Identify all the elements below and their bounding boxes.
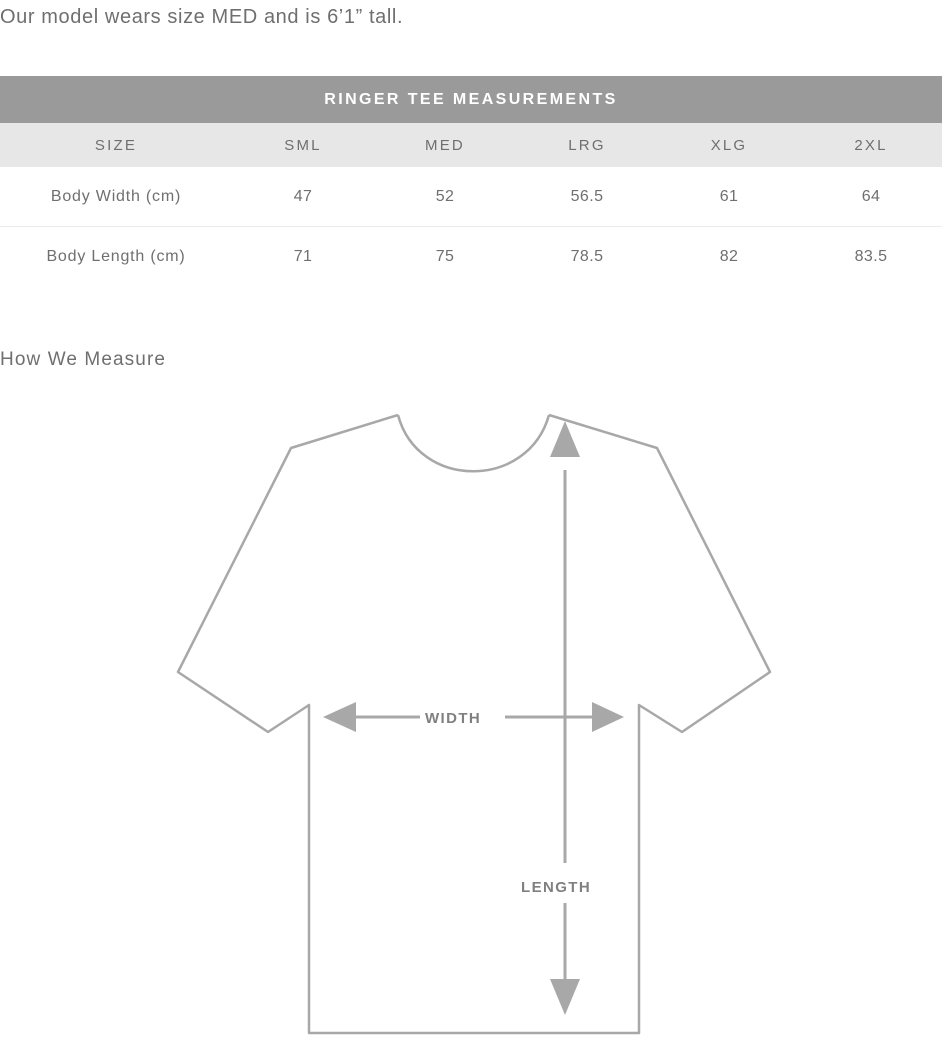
model-size-note: Our model wears size MED and is 6’1” tall. — [0, 6, 404, 28]
cell-body-width-sml: 47 — [293, 188, 313, 205]
table-header-med: MED — [374, 123, 516, 167]
cell-body-length-2xl: 83.5 — [800, 227, 942, 287]
how-we-measure-title: How We Measure — [0, 349, 167, 370]
cell-body-width-xlg: 61 — [719, 188, 739, 205]
table-header-size: SIZE — [0, 123, 232, 167]
table-header-lrg: LRG — [516, 123, 658, 167]
cell-body-width-lrg: 56.5 — [570, 188, 604, 205]
table-row — [0, 167, 942, 227]
measurements-table — [0, 76, 942, 286]
table-caption: RINGER TEE MEASUREMENTS — [0, 76, 942, 123]
cell-body-length-med: 75 — [374, 227, 516, 287]
row-label-body-width: Body Width (cm) — [50, 188, 182, 205]
cell-body-length-sml: 71 — [232, 227, 374, 287]
table-body — [0, 167, 942, 286]
table-header-xlg: XLG — [658, 123, 800, 167]
table-header-row — [0, 123, 942, 167]
row-label-body-length: Body Length (cm) — [0, 227, 232, 287]
cell-body-width-med: 52 — [435, 188, 455, 205]
table-header-sml: SML — [232, 123, 374, 167]
table-row — [0, 227, 942, 287]
length-label: LENGTH — [521, 879, 592, 896]
table-header-2xl: 2XL — [800, 123, 942, 167]
cell-body-length-lrg: 78.5 — [516, 227, 658, 287]
table-header — [0, 123, 942, 167]
cell-body-width-2xl: 64 — [861, 188, 881, 205]
tshirt-diagram — [0, 395, 948, 1040]
width-label: WIDTH — [425, 710, 482, 727]
cell-body-length-xlg: 82 — [658, 227, 800, 287]
